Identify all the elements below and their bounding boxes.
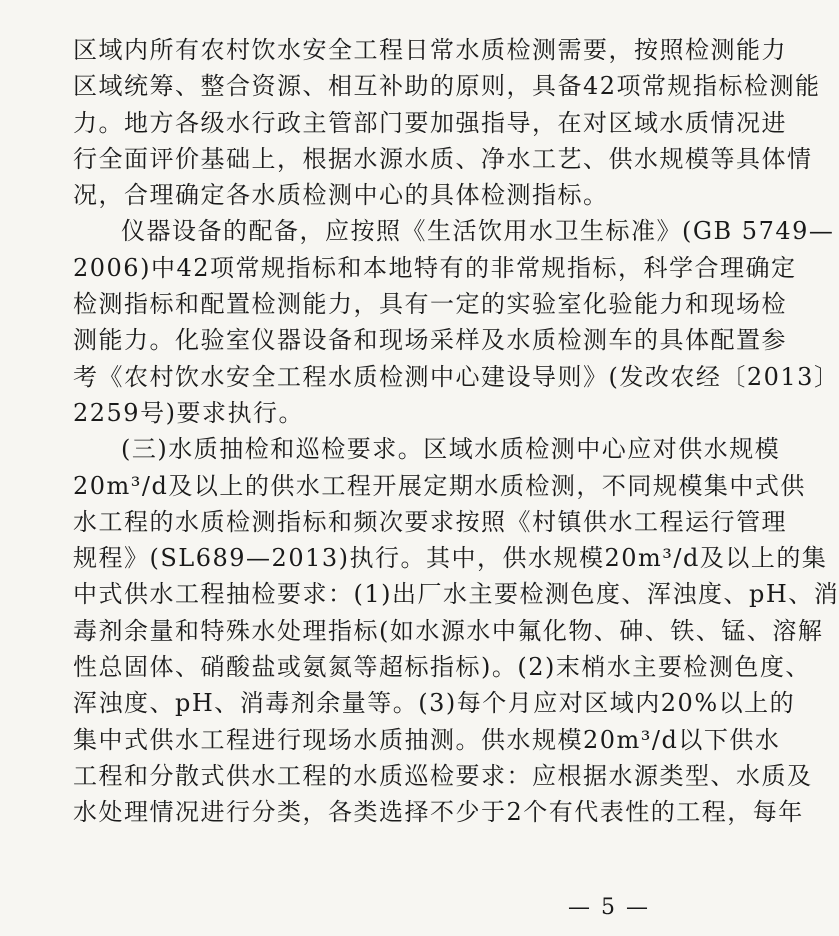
text-line: 集中式供水工程进行现场水质抽测。供水规模20m³/d以下供水 bbox=[73, 725, 781, 754]
text-line: 行全面评价基础上，根据水源水质、净水工艺、供水规模等具体情 bbox=[73, 144, 813, 173]
text-line: 规程》(SL689—2013)执行。其中，供水规模20m³/d及以上的集 bbox=[73, 544, 828, 573]
text-line: 区域统筹、整合资源、相互补助的原则，具备42项常规指标检测能 bbox=[73, 72, 821, 101]
text-line: 2259号)要求执行。 bbox=[73, 398, 304, 427]
text-line: 性总固体、硝酸盐或氨氮等超标指标)。(2)末梢水主要检测色度、 bbox=[73, 653, 811, 682]
text-line: 2006)中42项常规指标和本地特有的非常规指标，科学合理确定 bbox=[73, 253, 797, 282]
text-line: 20m³/d及以上的供水工程开展定期水质检测，不同规模集中式供 bbox=[73, 471, 806, 500]
paragraph bbox=[73, 32, 821, 213]
text-line: 况，合理确定各水质检测中心的具体检测指标。 bbox=[73, 181, 609, 210]
paragraph bbox=[73, 213, 839, 431]
text-line: 区域内所有农村饮水安全工程日常水质检测需要，按照检测能力 bbox=[73, 36, 787, 64]
text-line: 检测指标和配置检测能力，具有一定的实验室化验能力和现场检 bbox=[73, 290, 787, 319]
page-number: — 5 — bbox=[568, 895, 650, 920]
body-text bbox=[73, 32, 839, 831]
text-line: 水工程的水质检测指标和频次要求按照《村镇供水工程运行管理 bbox=[73, 507, 787, 536]
text-line: 水处理情况进行分类，各类选择不少于2个有代表性的工程，每年 bbox=[73, 798, 804, 827]
text-line: 考《农村饮水安全工程水质检测中心建设导则》(发改农经〔2013〕 bbox=[73, 362, 839, 391]
text-line: 测能力。化验室仪器设备和现场采样及水质检测车的具体配置参 bbox=[73, 326, 787, 355]
text-line: 中式供水工程抽检要求：(1)出厂水主要检测色度、浑浊度、pH、消 bbox=[73, 580, 839, 609]
text-line: (三)水质抽检和巡检要求。区域水质检测中心应对供水规模 bbox=[121, 435, 781, 464]
text-line: 仪器设备的配备，应按照《生活饮用水卫生标准》(GB 5749— bbox=[121, 217, 835, 246]
text-line: 力。地方各级水行政主管部门要加强指导，在对区域水质情况进 bbox=[73, 108, 787, 137]
text-line: 浑浊度、pH、消毒剂余量等。(3)每个月应对区域内20%以上的 bbox=[73, 689, 796, 718]
paragraph bbox=[73, 431, 839, 830]
text-line: 毒剂余量和特殊水处理指标(如水源水中氟化物、砷、铁、锰、溶解 bbox=[73, 616, 824, 645]
text-line: 工程和分散式供水工程的水质巡检要求：应根据水源类型、水质及 bbox=[73, 761, 813, 790]
